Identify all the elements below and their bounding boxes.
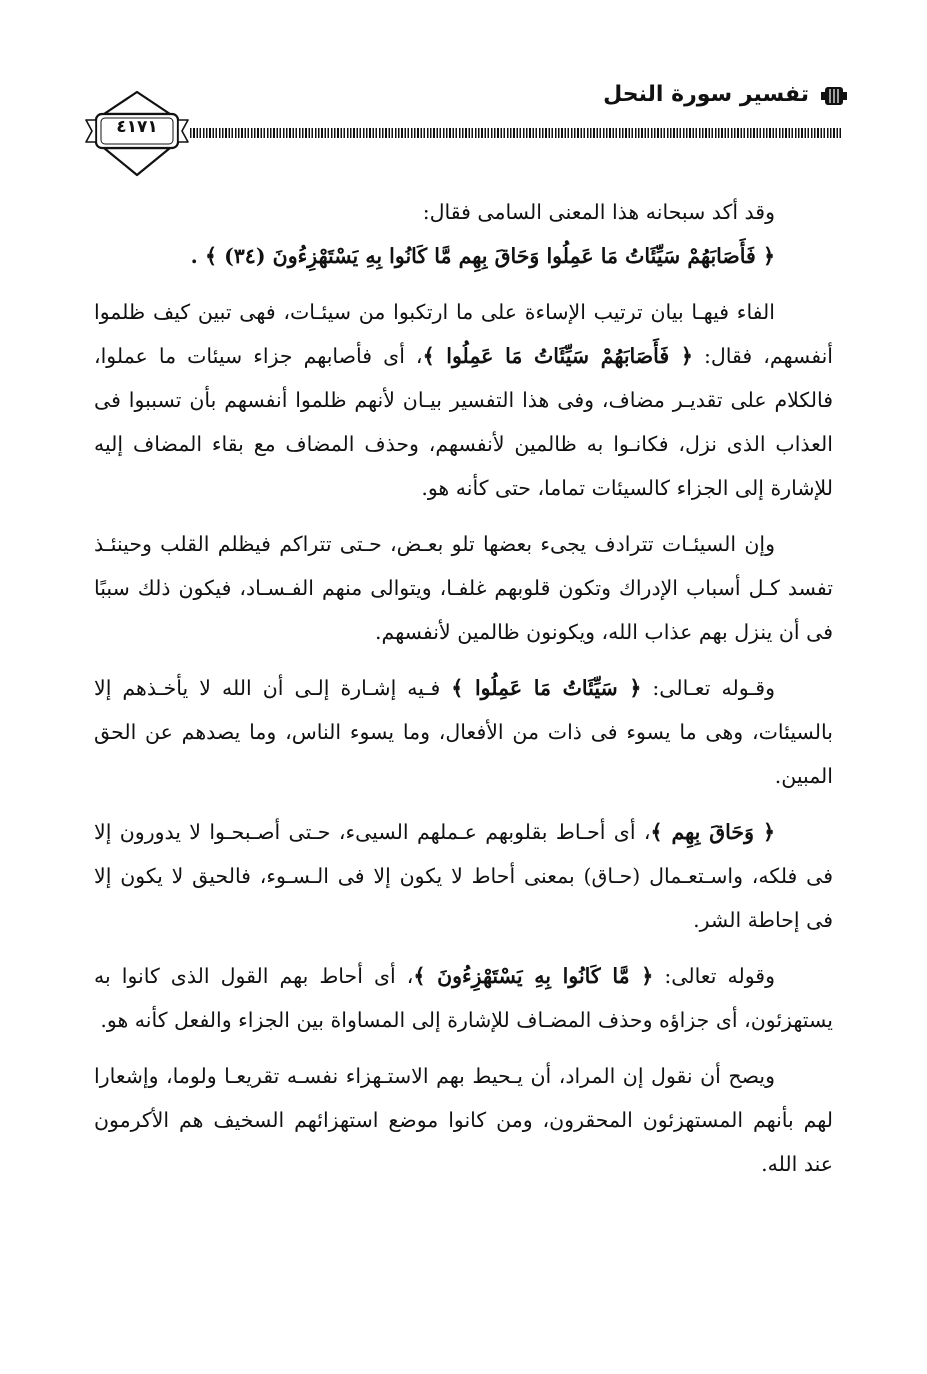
quoted-verse: ﴿ مَّا كَانُوا بِهِ يَسْتَهْزِءُونَ ﴾: [413, 964, 654, 988]
header-ornament-icon: [821, 86, 847, 106]
quran-verse: [94, 234, 833, 278]
paragraph-explanation: [94, 290, 833, 510]
paragraph-text: ، أى أحاط بهم القول الذى كانوا به يستهزئون، أى جزاؤه وحذف المضـاف للإشارة إلى المساواة بين الجزاء والفعل كأنه هو.: [94, 964, 833, 1032]
paragraph-intro: [94, 190, 833, 234]
page-body: [94, 190, 833, 1186]
paragraph-text: فـيه إشـارة إلـى أن الله لا يأخـذهم إلا بالسيئات، وهى ما يسوء فى ذات من الأفعال، وما يسوء الناس، وما يصدهم عن الحق المبين.: [94, 676, 833, 788]
paragraph-encompassed: [94, 810, 833, 942]
paragraph-conclusion: [94, 1054, 833, 1186]
paragraph-mockery: [94, 954, 833, 1042]
paragraph-evil-deeds: [94, 666, 833, 798]
paragraph-text: ، أى أحـاط بقلوبهم عـملهم السيىء، حـتى أصـبحـوا لا يدورون إلا فى فلكه، واسـتعـمال (حـاق) بمعنى أحاط لا يكون إلا فى الـسـوء، فالحيق لا يكون إلا فى إحاطة الشر.: [94, 820, 833, 932]
verse-text: ﴿ فَأَصَابَهُمْ سَيِّئَاتُ مَا عَمِلُوا وَحَاقَ بِهِم مَّا كَانُوا بِهِ يَسْتَهْزِءُونَ (٣٤) ﴾ .: [190, 244, 775, 268]
running-header-title: تفسير سورة النحل: [603, 82, 809, 107]
paragraph-text: ويصح أن نقول إن المراد، أن يـحيط بهم الاستـهزاء نفسـه تقريعـا ولوما، وإشعارا لهم بأنهم المستهزئون المحقرون، ومن كانوا موضع استهزائهم السخيف هم الأكرمون عند الله.: [94, 1064, 833, 1176]
paragraph-text: وقد أكد سبحانه هذا المعنى السامى فقال:: [422, 200, 775, 224]
quoted-verse: ﴿ سَيِّئَاتُ مَا عَمِلُوا ﴾: [451, 676, 642, 700]
header-divider-rule: [190, 128, 841, 138]
paragraph-text: وإن السيئـات تترادف يجىء بعضها تلو بعـض، حـتى تتراكم فيظلم القلب وحينئـذ تفسد كـل أسباب الإدراك وتكون قلوبهم غلفـا، ويتوالى منهم الفـسـاد، فيكون ذلك سببًا فى أن ينزل بهم عذاب الله، ويكونون ظالمين لأنفسهم.: [94, 532, 833, 644]
quoted-verse: ﴿ فَأَصَابَهُمْ سَيِّئَاتُ مَا عَمِلُوا ﴾: [422, 344, 693, 368]
paragraph-text: وقـوله تعـالى:: [641, 676, 775, 700]
paragraph-text: الفاء فيهـا بيان ترتيب الإساءة على ما ارتكبوا من سيئـات، فهى تبين كيف ظلموا أنفسهم، فقال:: [94, 300, 833, 368]
paragraph-sins: [94, 522, 833, 654]
paragraph-text: ، أى فأصابهم جزاء سيئات ما عملوا، فالكلام على تقديـر مضاف، وفى هذا التفسير بيـان لأنهم ظلموا أنفسهم بأن تسببوا فى العذاب الذى نزل، فكانـوا به ظالمين لأنفسهم، وحذف المضاف مع بقاء المضاف إليه للإشارة إلى الجزاء كالسيئات تماما، حتى كأنه هو.: [94, 344, 833, 500]
quoted-verse: ﴿ وَحَاقَ بِهِم ﴾: [650, 820, 775, 844]
page-number: ٤١٧١: [116, 117, 158, 137]
paragraph-text: وقوله تعالى:: [653, 964, 775, 988]
